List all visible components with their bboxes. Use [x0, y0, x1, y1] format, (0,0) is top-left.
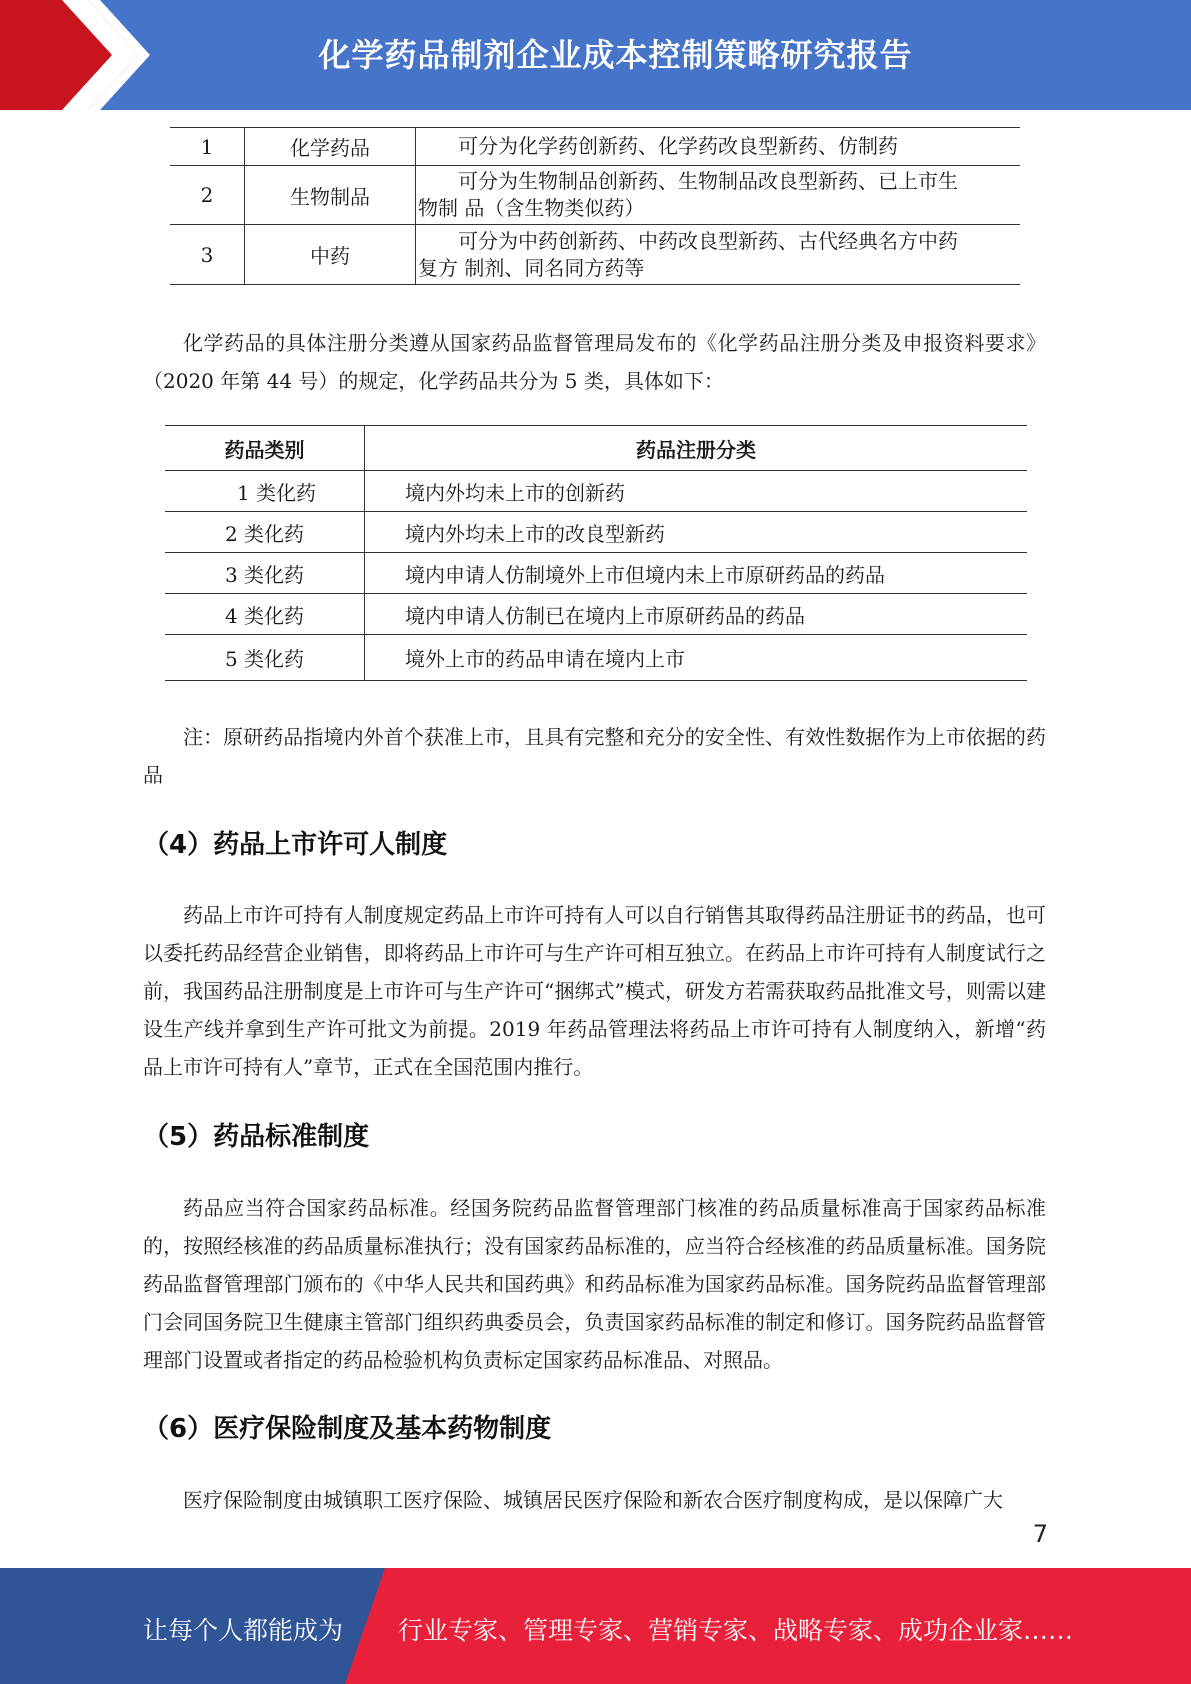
- drug-class: 5 类化药: [165, 635, 365, 681]
- registration-desc: 境内申请人仿制已在境内上市原研药品的药品: [365, 594, 1028, 635]
- footer-slogan-left: 让每个人都能成为: [143, 1616, 344, 1645]
- footer-slogan-right: 行业专家、管理专家、营销专家、战略专家、成功企业家……: [398, 1616, 1074, 1645]
- drug-category-table: [170, 127, 1020, 285]
- row-description: 可分为生物制品创新药、生物制品改良型新药、已上市生 物制 品（含生物类似药）: [416, 166, 1021, 225]
- table-row: [170, 166, 1020, 225]
- drug-class: 2 类化药: [165, 512, 365, 553]
- table-row: [165, 512, 1027, 553]
- row-category: 化学药品: [245, 128, 416, 166]
- column-header-class: 药品类别: [165, 426, 365, 471]
- row-description: 可分为中药创新药、中药改良型新药、古代经典名方中药 复方 制剂、同名同方药等: [416, 225, 1021, 285]
- row-number: 1: [170, 128, 245, 166]
- row-category: 中药: [245, 225, 416, 285]
- row-number: 3: [170, 225, 245, 285]
- drug-class: 1 类化药: [165, 471, 365, 512]
- page-header: [0, 0, 1191, 110]
- section-heading-4: （4）药品上市许可人制度: [143, 830, 448, 860]
- registration-desc: 境外上市的药品申请在境内上市: [365, 635, 1028, 681]
- registration-desc: 境内申请人仿制境外上市但境内未上市原研药品的药品: [365, 553, 1028, 594]
- section-heading-5: （5）药品标准制度: [143, 1122, 370, 1152]
- table-row: [165, 635, 1027, 681]
- section-5-body: 药品应当符合国家药品标准。经国务院药品监督管理部门核准的药品质量标准高于国家药品标准的，按照经核准的药品质量标准执行；没有国家药品标准的，应当符合经核准的药品质量标准。国务院药品监督管理部门颁布的《中华人民共和国药典》和药品标准为国家药品标准。国务院药品监督管理部门会同国务院卫生健康主管部门组织药典委员会，负责国家药品标准的制定和修订。国务院药品监督管理部门设置或者指定的药品检验机构负责标定国家药品标准品、对照品。: [143, 1196, 1046, 1372]
- row-category: 生物制品: [245, 166, 416, 225]
- page-number: 7: [1032, 1520, 1048, 1548]
- table-row: [165, 553, 1027, 594]
- row-number: 2: [170, 166, 245, 225]
- header-title: 化学药品制剂企业成本控制策略研究报告: [318, 36, 913, 74]
- section-heading-6: （6）医疗保险制度及基本药物制度: [143, 1414, 552, 1444]
- row-description: 可分为化学药创新药、化学药改良型新药、仿制药: [416, 128, 1021, 166]
- table-row: [165, 594, 1027, 635]
- section-4-body: 药品上市许可持有人制度规定药品上市许可持有人可以自行销售其取得药品注册证书的药品，也可以委托药品经营企业销售，即将药品上市许可与生产许可相互独立。在药品上市许可持有人制度试行之前，我国药品注册制度是上市许可与生产许可“捆绑式”模式，研发方若需获取药品批准文号，则需以建设生产线并拿到生产许可批文为前提。2019 年药品管理法将药品上市许可持有人制度纳入，新增“药品上市许可持有人”章节，正式在全国范围内推行。: [143, 903, 1046, 1079]
- section-6-body: 医疗保险制度由城镇职工医疗保险、城镇居民医疗保险和新农合医疗制度构成，是以保障广大: [183, 1488, 1003, 1512]
- intro-paragraph: 化学药品的具体注册分类遵从国家药品监督管理局发布的《化学药品注册分类及申报资料要求》（2020 年第 44 号）的规定，化学药品共分为 5 类，具体如下：: [143, 331, 1046, 393]
- registration-desc: 境内外均未上市的改良型新药: [365, 512, 1028, 553]
- table-row: [170, 128, 1020, 166]
- drug-class: 3 类化药: [165, 553, 365, 594]
- table-header-row: [165, 426, 1027, 471]
- column-header-registration: 药品注册分类: [365, 426, 1028, 471]
- registration-desc: 境内外均未上市的创新药: [365, 471, 1028, 512]
- chemical-drug-class-table: [165, 425, 1027, 681]
- page-footer: [0, 1568, 1191, 1684]
- table-note: 注：原研药品指境内外首个获准上市，且具有完整和充分的安全性、有效性数据作为上市依据的药品: [143, 725, 1046, 787]
- table-row: [165, 471, 1027, 512]
- drug-class: 4 类化药: [165, 594, 365, 635]
- table-row: [170, 225, 1020, 285]
